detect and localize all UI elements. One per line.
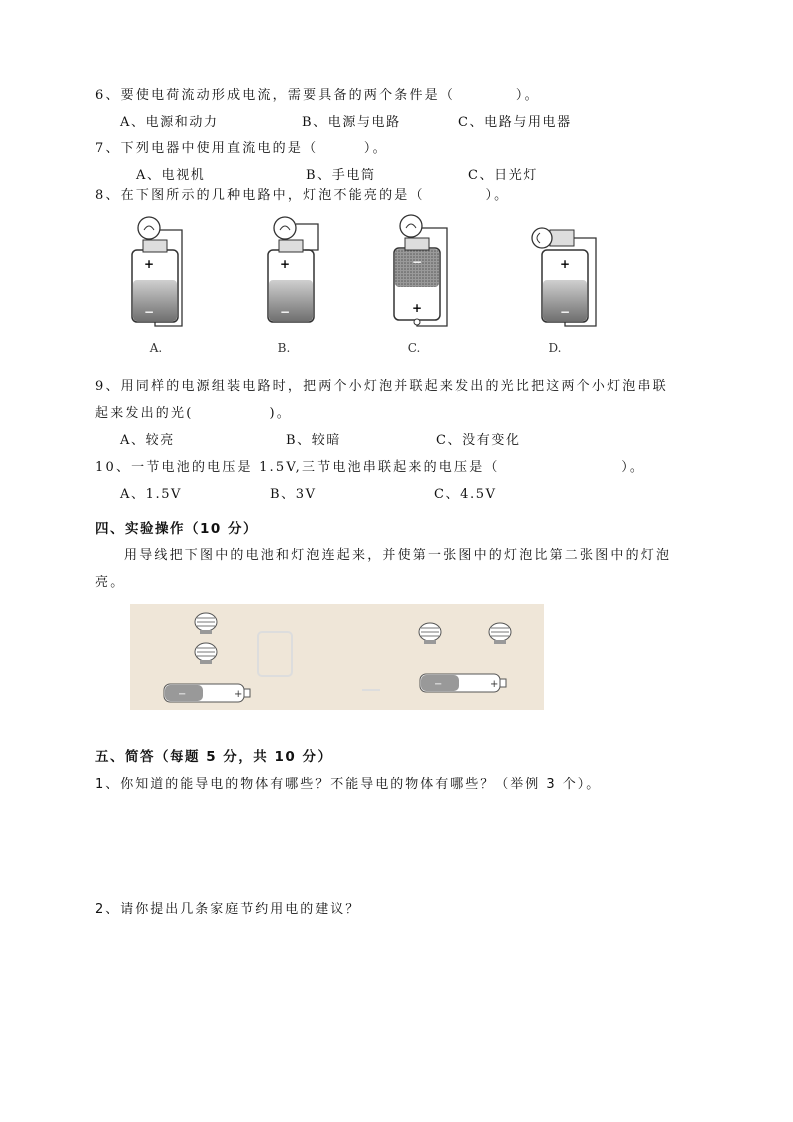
battery-1-minus: − bbox=[178, 689, 187, 700]
bulb-b-icon bbox=[274, 217, 296, 239]
q10-option-c: C、4.5V bbox=[434, 487, 497, 502]
label-b: B. bbox=[277, 341, 291, 355]
section5-q2: 2、请你提出几条家庭节约用电的建议？ bbox=[95, 902, 361, 917]
section5-q1: 1、你知道的能导电的物体有哪些？不能导电的物体有哪些？（举例 3 个）。 bbox=[95, 777, 602, 792]
q8-circuit-figure bbox=[110, 208, 630, 360]
q10-option-b: B、3V bbox=[270, 487, 317, 502]
q6-option-c: C、电路与用电器 bbox=[458, 115, 572, 130]
bulb-a-icon bbox=[138, 217, 160, 239]
label-c: C. bbox=[407, 341, 421, 355]
circuit-b bbox=[268, 217, 318, 355]
circuit-a bbox=[132, 217, 182, 355]
q10-option-a: A、1.5V bbox=[120, 487, 183, 502]
battery-d-minus: − bbox=[559, 305, 571, 319]
circuit-d bbox=[532, 228, 596, 355]
q9-line2: 起来发出的光( )。 bbox=[95, 406, 292, 421]
label-d: D. bbox=[548, 341, 562, 355]
battery-1-plus: + bbox=[234, 689, 243, 700]
battery-c-plus: + bbox=[411, 301, 423, 315]
section4-line2: 亮。 bbox=[95, 575, 126, 590]
q8-stem: 8、在下图所示的几种电路中，灯泡不能亮的是（ ）。 bbox=[95, 188, 510, 203]
circuit-c bbox=[394, 215, 447, 355]
section5-heading: 五、简答（每题 5 分，共 10 分） bbox=[95, 749, 333, 765]
bulb-base-c bbox=[405, 238, 429, 250]
bulb-d-icon bbox=[532, 228, 552, 248]
battery-a-plus: + bbox=[143, 257, 155, 271]
bulb-base-d bbox=[550, 230, 574, 246]
battery-2-icon bbox=[420, 674, 506, 692]
q7-option-b: B、手电筒 bbox=[306, 168, 376, 183]
q6-option-b: B、电源与电路 bbox=[302, 115, 401, 130]
battery-b-charge bbox=[269, 280, 313, 321]
battery-1-icon bbox=[164, 684, 250, 702]
q9-option-a: A、较亮 bbox=[120, 433, 175, 448]
battery-c-terminal bbox=[414, 319, 420, 325]
battery-c-minus: − bbox=[411, 255, 423, 269]
battery-a-minus: − bbox=[143, 305, 155, 319]
q9-option-b: B、较暗 bbox=[286, 433, 341, 448]
q9-option-c: C、没有变化 bbox=[436, 433, 521, 448]
q9-line1: 9、用同样的电源组装电路时，把两个小灯泡并联起来发出的光比把这两个小灯泡串联 bbox=[95, 379, 668, 394]
bulb-base-b bbox=[279, 240, 303, 252]
battery-b-plus: + bbox=[279, 257, 291, 271]
q6-stem: 6、要使电荷流动形成电流，需要具备的两个条件是（ ）。 bbox=[95, 88, 540, 103]
bulb-base-a bbox=[143, 240, 167, 252]
q7-option-c: C、日光灯 bbox=[468, 168, 538, 183]
section4-line1: 用导线把下图中的电池和灯泡连起来，并使第一张图中的灯泡比第二张图中的灯泡 bbox=[124, 548, 672, 563]
q6-option-a: A、电源和动力 bbox=[120, 115, 219, 130]
bulb-c-icon bbox=[400, 215, 422, 237]
battery-b-minus: − bbox=[279, 305, 291, 319]
section4-heading: 四、实验操作（10 分） bbox=[95, 521, 258, 537]
battery-d-plus: + bbox=[559, 257, 571, 271]
battery-a-charge bbox=[133, 280, 177, 321]
q10-stem: 10、一节电池的电压是 1.5V,三节电池串联起来的电压是（ ）。 bbox=[95, 460, 646, 475]
q7-option-a: A、电视机 bbox=[136, 168, 206, 183]
q7-stem: 7、下列电器中使用直流电的是（ ）。 bbox=[95, 141, 388, 156]
label-a: A. bbox=[149, 341, 163, 355]
battery-2-plus: + bbox=[490, 679, 499, 690]
experiment-figure bbox=[130, 604, 544, 710]
battery-2-minus: − bbox=[434, 679, 443, 690]
